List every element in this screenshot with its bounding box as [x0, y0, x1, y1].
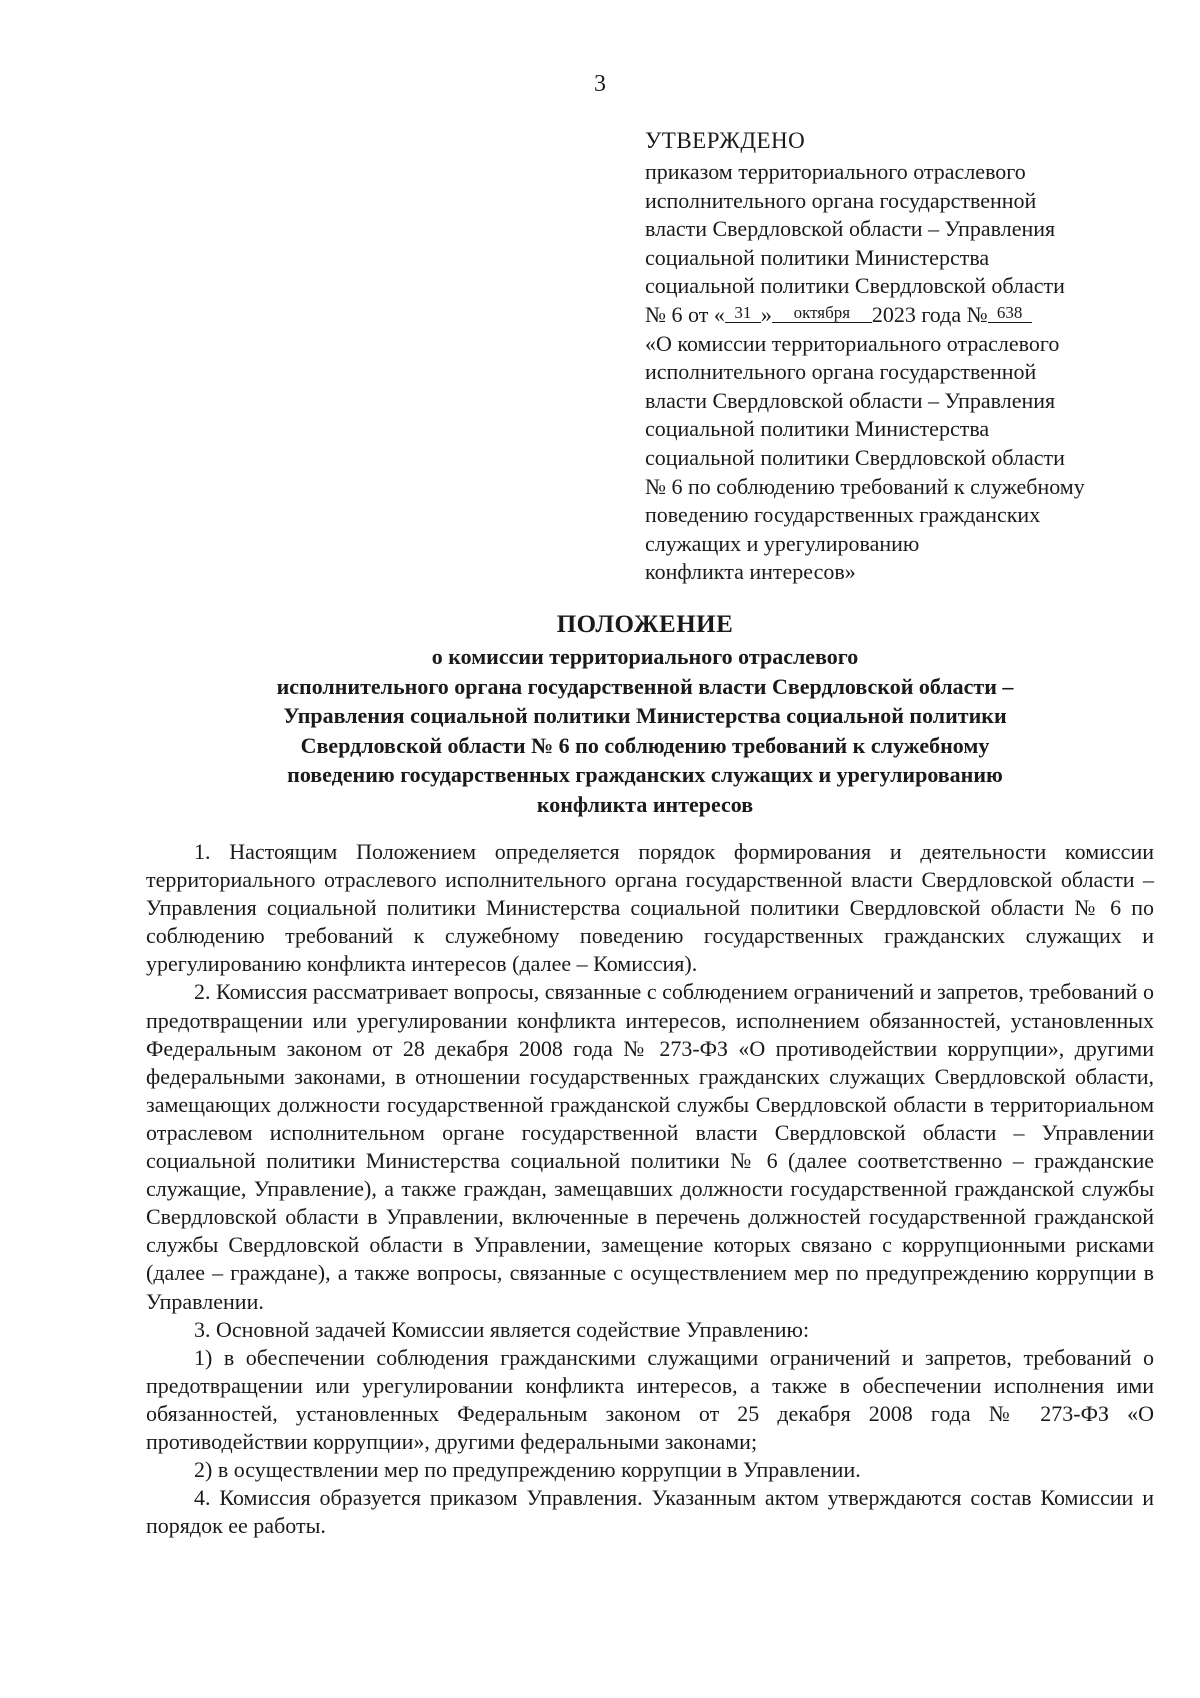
title-line: о комиссии территориального отраслевого — [431, 644, 859, 669]
approval-heading: УТВЕРЖДЕНО — [645, 128, 806, 153]
approval-date-line — [645, 301, 1165, 330]
document-title: ПОЛОЖЕНИЕ — [556, 611, 734, 638]
paragraph-3: 3. Основной задачей Комиссии является содействие Управлению: — [194, 1316, 810, 1342]
title-line: конфликта интересов — [536, 791, 754, 817]
date-year: 2023 года № — [871, 301, 988, 327]
approval-line: социальной политики Министерства — [645, 244, 990, 270]
approval-line: поведению государственных гражданских — [645, 502, 1041, 528]
approval-line: исполнительного органа государственной — [645, 187, 1037, 213]
approval-line: конфликта интересов» — [645, 559, 856, 585]
approval-line: власти Свердловской области – Управления — [645, 387, 1056, 413]
order-number: 638 — [988, 304, 1032, 323]
approval-block — [645, 126, 1165, 587]
date-month: октября — [772, 304, 872, 323]
approval-line: № 6 по соблюдению требований к служебному — [645, 473, 1085, 499]
document-body — [146, 838, 1154, 1540]
title-line: исполнительного органа государственной власти Свердловской области – — [276, 673, 1014, 699]
paragraph-4: 4. Комиссия образуется приказом Управления. Указанным актом утверждаются состав Комиссии и порядок ее работы. — [146, 1485, 1154, 1539]
approval-line: «О комиссии территориального отраслевого — [645, 330, 1060, 356]
title-line: Управления социальной политики Министерства социальной политики — [283, 703, 1007, 729]
paragraph-2: 2. Комиссия рассматривает вопросы, связанные с соблюдением ограничений и запретов, требований о предотвращении или урегулировании конфликта интересов, исполнением обязанностей, установленных Федеральным законом от 28 декабря 2008 года № 273-ФЗ «О противодействии коррупции», другими федеральными законами, в отношении государственных гражданских служащих Свердловской области, замещающих должности государственной гражданской службы Свердловской области в территориальном отраслевом исполнительном органе государственной власти Свердловской области – Управлении социальной политики Министерства социальной политики № 6 (далее соответственно – гражданские служащие, Управление), а также граждан, замещавших должности государственной гражданской службы Свердловской области в Управлении, включенные в перечень должностей государственной гражданской службы Свердловской области в Управлении, замещение которых связано с коррупционными рисками (далее – граждане), а также вопросы, связанные с осуществлением мер по предупреждению коррупции в Управлении. — [146, 979, 1154, 1314]
approval-line: власти Свердловской области – Управления — [645, 216, 1056, 242]
date-day: 31 — [725, 304, 761, 323]
title-line: Свердловской области № 6 по соблюдению требований к служебному — [300, 732, 990, 758]
date-prefix: № 6 от « — [645, 301, 725, 327]
paragraph-1: 1. Настоящим Положением определяется порядок формирования и деятельности комиссии территориального отраслевого исполнительного органа государственной власти Свердловской области – Управления социальной политики Министерства социальной политики Свердловской области № 6 по соблюдению требований к служебному поведению государственных гражданских служащих и урегулированию конфликта интересов (далее – Комиссия). — [146, 839, 1154, 977]
document-title-block — [140, 608, 1150, 820]
approval-line: исполнительного органа государственной — [645, 359, 1037, 385]
date-mid: » — [760, 301, 772, 327]
approval-line: социальной политики Свердловской области — [645, 273, 1065, 299]
title-line: поведению государственных гражданских служащих и урегулированию — [287, 762, 1003, 788]
approval-line: приказом территориального отраслевого — [645, 159, 1026, 184]
approval-line: социальной политики Министерства — [645, 416, 990, 442]
page-number: 3 — [594, 71, 606, 97]
approval-line: социальной политики Свердловской области — [645, 444, 1065, 470]
approval-line: служащих и урегулированию — [645, 530, 920, 556]
paragraph-3-item-1: 1) в обеспечении соблюдения гражданскими служащими ограничений и запретов, требований о предотвращении или урегулировании конфликта интересов, а также в обеспечении исполнения ими обязанностей, установленных Федеральным законом от 25 декабря 2008 года № 273-ФЗ «О противодействии коррупции», другими федеральными законами; — [146, 1344, 1154, 1454]
paragraph-3-item-2: 2) в осуществлении мер по предупреждению коррупции в Управлении. — [194, 1457, 861, 1483]
